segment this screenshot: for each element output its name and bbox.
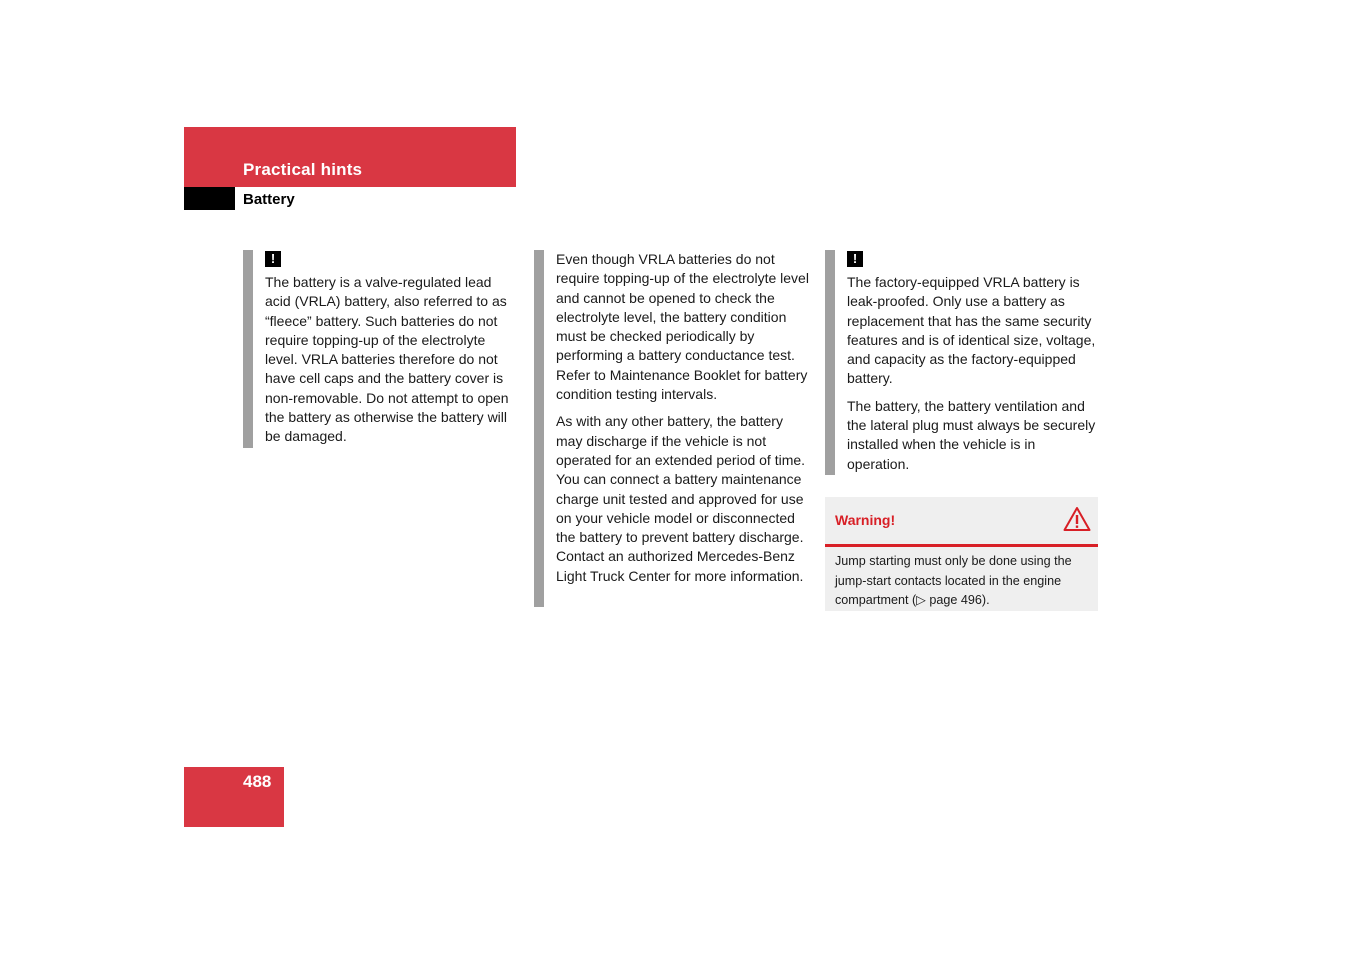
- subsection-marker: [184, 187, 235, 210]
- warning-header: [825, 497, 1098, 547]
- warning-text: Jump starting must only be done using the jump-start contacts located in the engine compartment (▷ page 496).: [835, 554, 1072, 607]
- section-title: Practical hints: [243, 160, 363, 179]
- subsection-title: Battery: [243, 191, 295, 208]
- exclamation-icon: !: [265, 251, 281, 267]
- note-block-1: [243, 250, 518, 448]
- note-paragraph: The battery, the battery ventilation and the lateral plug must always be securely installed when the vehicle is in operation.: [847, 397, 1096, 472]
- page-number: 488: [243, 772, 272, 791]
- note-block-3: [825, 250, 1098, 475]
- warning-triangle-icon: [1063, 506, 1091, 532]
- text-block-2: [534, 250, 810, 607]
- warning-label: Warning!: [835, 512, 896, 528]
- note-paragraph: The factory-equipped VRLA battery is leak-proofed. Only use a battery as replacement that has the same security features and is of identical size, voltage, and capacity as the factory-equipped battery.: [847, 274, 1096, 387]
- body-paragraph: Even though VRLA batteries do not require topping-up of the electrolyte level and cannot be opened to check the electrolyte level, the battery condition must be checked periodically by performing a battery conductance test. Refer to Maintenance Booklet for battery condition testing intervals.: [556, 251, 809, 403]
- warning-box: [825, 497, 1098, 611]
- note-paragraph: The battery is a valve-regulated lead acid (VRLA) battery, also referred to as “fleece” battery. Such batteries do not require topping-up of the electrolyte level. VRLA batteries therefore do not have cell caps and the battery cover is non-removable. Do not attempt to open the battery as otherwise the battery will be damaged.: [265, 274, 509, 445]
- exclamation-icon: !: [847, 251, 863, 267]
- body-paragraph: As with any other battery, the battery may discharge if the vehicle is not operated for an extended period of time. You can connect a battery maintenance charge unit tested and approved for use on your vehicle model or disconnected the battery to prevent battery discharge. Contact an authorized Mercedes-Benz Light Truck Center for more information.: [556, 413, 806, 584]
